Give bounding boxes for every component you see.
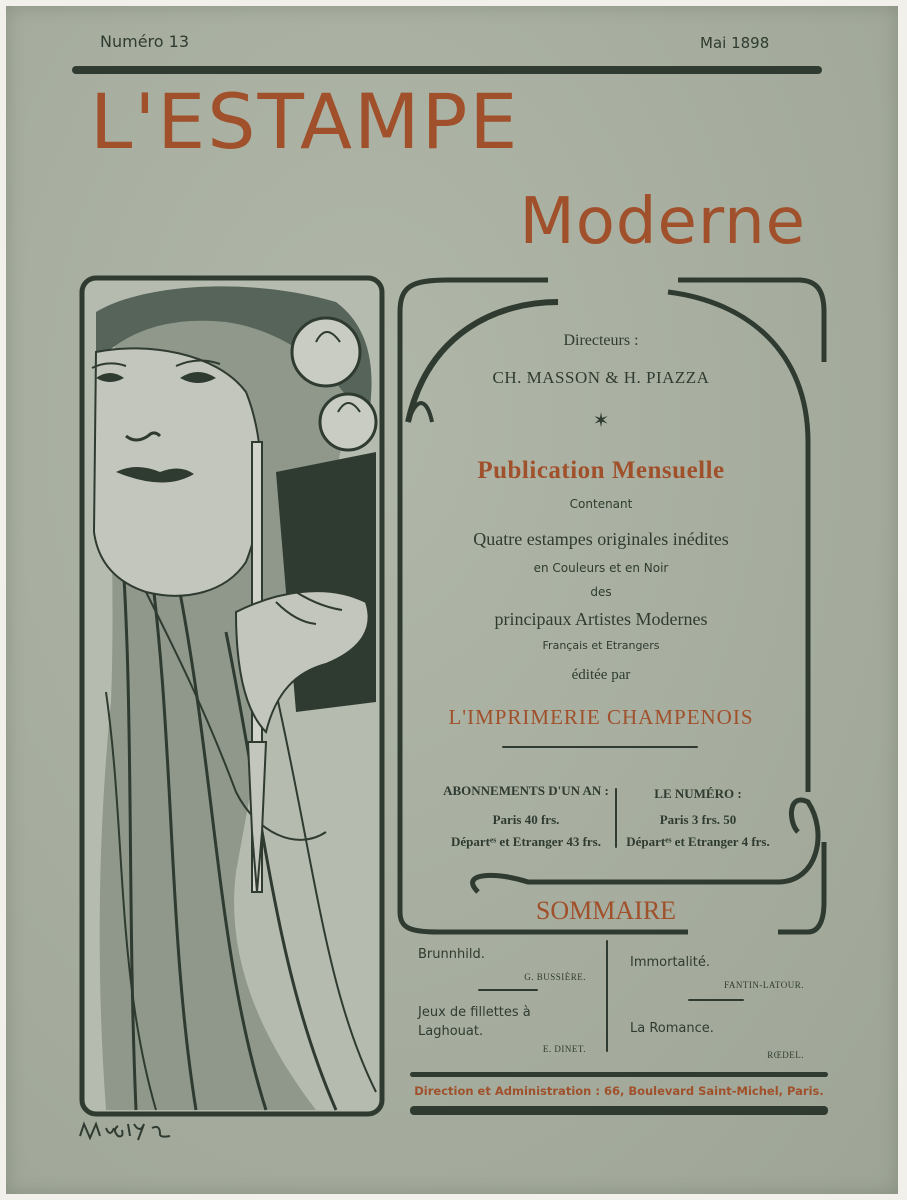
issue-date: Mai 1898	[700, 34, 770, 52]
contents-item-title: Immortalité.	[630, 955, 710, 970]
desc-line2: Quatre estampes originales inédites	[473, 529, 729, 549]
annual-foreign-price: Départᵉˢ et Etranger 43 frs.	[451, 834, 601, 849]
desc-line7: éditée par	[571, 667, 631, 683]
footer-rule-top	[410, 1072, 828, 1077]
magazine-cover	[6, 6, 898, 1194]
contents-item-artist: RŒDEL.	[767, 1050, 804, 1060]
desc-line4: des	[590, 585, 612, 599]
contents-heading-rule	[534, 932, 636, 934]
footer-address: Direction et Administration : 66, Boulevard Saint-Michel, Paris.	[414, 1084, 824, 1098]
desc-line1: Contenant	[569, 497, 633, 511]
contents-item-title: La Romance.	[630, 1021, 714, 1036]
annual-subscription-heading: ABONNEMENTS D'UN AN :	[443, 783, 609, 798]
annual-paris-price: Paris 40 frs.	[492, 812, 560, 827]
artist-signature	[76, 1118, 176, 1148]
star-ornament: ✶	[592, 408, 610, 432]
desc-line3: en Couleurs et en Noir	[533, 561, 669, 575]
single-foreign-price: Départᵉˢ et Etranger 4 frs.	[626, 834, 770, 849]
divider-rule	[502, 746, 698, 748]
contents-item-title: Brunnhild.	[418, 947, 485, 962]
contents-item-artist: G. BUSSIÈRE.	[524, 972, 586, 982]
contents-item-artist: FANTIN-LATOUR.	[724, 980, 804, 990]
contents-item-artist: E. DINET.	[542, 1044, 586, 1054]
contents-item-rule	[478, 989, 538, 991]
contents-item-title: Jeux de fillettes à Laghouat.	[418, 1005, 531, 1039]
masthead-title-line1: L'ESTAMPE	[90, 77, 520, 166]
subscription-divider	[615, 788, 617, 848]
footer-rule-bottom	[410, 1106, 828, 1115]
editors-names: CH. MASSON & H. PIAZZA	[492, 368, 710, 387]
top-rule	[72, 66, 822, 74]
issue-number: Numéro 13	[100, 32, 189, 51]
contents-item-rule	[688, 999, 744, 1001]
desc-line5: principaux Artistes Modernes	[494, 609, 708, 629]
publisher-name: L'IMPRIMERIE CHAMPENOIS	[448, 705, 754, 729]
contents-column-divider	[606, 940, 608, 1052]
desc-line6: Français et Etrangers	[542, 639, 660, 652]
publication-headline: Publication Mensuelle	[477, 457, 725, 484]
illustration-panel	[76, 272, 392, 1124]
masthead-title-line2: Moderne	[519, 185, 806, 259]
editors-label: Directeurs :	[563, 332, 639, 349]
single-paris-price: Paris 3 frs. 50	[659, 812, 737, 827]
single-issue-heading: LE NUMÉRO :	[654, 786, 742, 801]
contents-heading: SOMMAIRE	[535, 896, 677, 925]
